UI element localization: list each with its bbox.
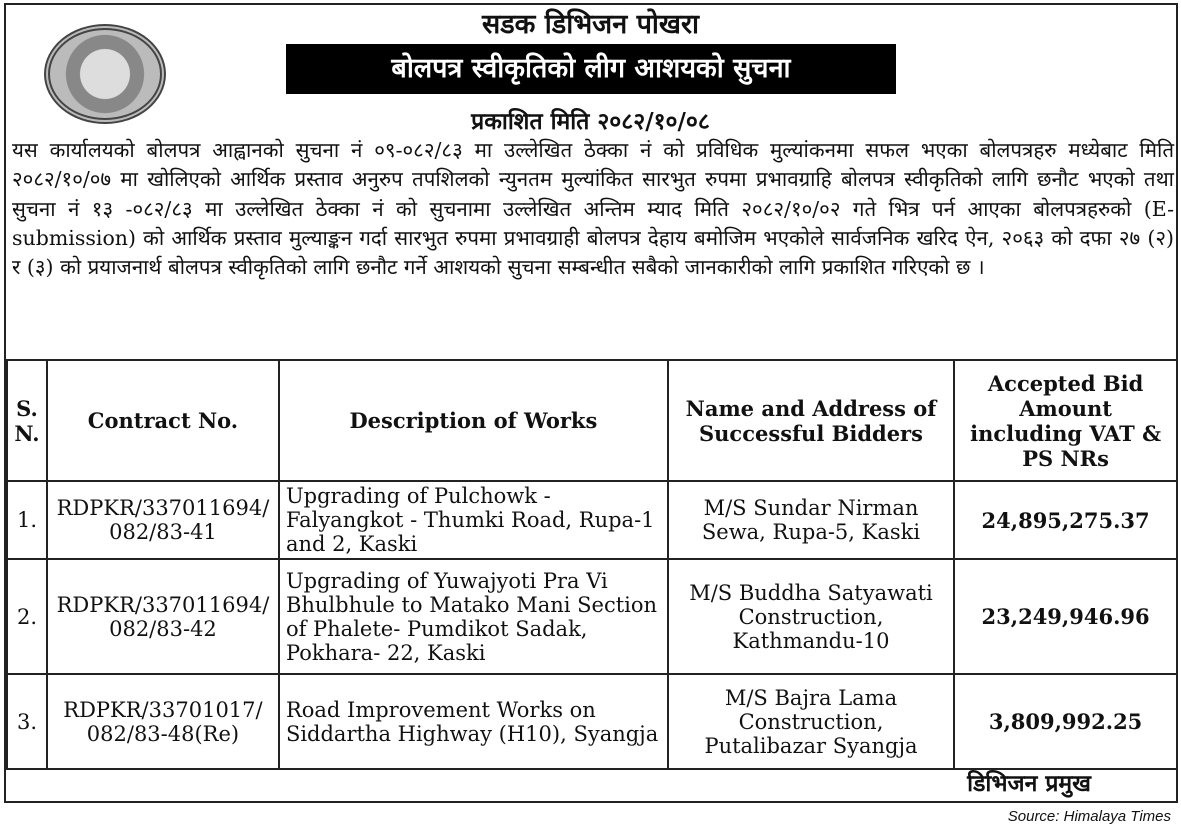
header-amount: Accepted Bid Amount including VAT & PS NRs [954,360,1177,481]
table-row [7,559,1177,674]
description: Upgrading of Pulchowk - Falyangkot - Thumki Road, Rupa-1 and 2, Kaski [279,481,668,559]
table-row [7,481,1177,559]
sn: 3. [7,674,47,769]
description: Road Improvement Works on Siddartha Highway (H10), Syangja [279,674,668,769]
bid-table [6,359,1178,770]
header-description: Description of Works [279,360,668,481]
bidder: M/S Bajra Lama Construction, Putalibazar Syangja [668,674,954,769]
header-bidder: Name and Address of Successful Bidders [668,360,954,481]
amount: 3,809,992.25 [954,674,1177,769]
amount: 23,249,946.96 [954,559,1177,674]
notice-body: यस कार्यालयको बोलपत्र आह्वानको सुचना नं ०९-०८२/८३ मा उल्लेखित ठेक्का नं को प्रविधिक मुल्यांकनमा सफल भएका बोलपत्रहरु मध्येबाट मिति २०८२/१०/०७ मा खोलिएको आर्थिक प्रस्ताव अनुरुप तपशिलको न्युनतम मुल्यांकित सारभुत रुपमा प्रभावग्राहि बोलपत्र स्वीकृतिको लागि छनौट भएको तथा सुचना नं १३ -०८२/८३ मा उल्लेखित ठेक्का नं को सुचनामा उल्लेखित अन्तिम म्याद मिति २०८२/१०/०२ गते भित्र पर्न आएका बोलपत्रहरुको (E-submission) को आर्थिक प्रस्ताव मुल्याङ्कन गर्दा सारभुत रुपमा प्रभावग्राही बोलपत्र देहाय बमोजिम भएकोले सार्वजनिक खरिद ऐन, २०६३ को दफा २७ (२) र (३) को प्रयाजनार्थ बोलपत्र स्वीकृतिको लागि छनौट गर्ने आशयको सुचना सम्बन्धीत सबैको जानकारीको लागि प्रकाशित गरिएको छ । [12,138,1174,280]
table-header-row [7,360,1177,481]
table-row [7,674,1177,769]
sn: 2. [7,559,47,674]
signatory: डिभिजन प्रमुख [967,770,1091,797]
header-contract: Contract No. [47,360,279,481]
contract-no: RDPKR/33701017/ 082/83-48(Re) [47,674,279,769]
sn: 1. [7,481,47,559]
office-name: सडक डिभिजन पोखरा [481,9,700,40]
contract-no: RDPKR/337011694/ 082/83-42 [47,559,279,674]
source-credit: Source: Himalaya Times [1007,808,1171,825]
amount: 24,895,275.37 [954,481,1177,559]
header-sn: S. N. [7,360,47,481]
notice-title: बोलपत्र स्वीकृतिको लीग आशयको सुचना [286,44,896,94]
bidder: M/S Buddha Satyawati Construction, Kathmandu-10 [668,559,954,674]
bidder: M/S Sundar Nirman Sewa, Rupa-5, Kaski [668,481,954,559]
contract-no: RDPKR/337011694/ 082/83-41 [47,481,279,559]
published-date: प्रकाशित मिति २०८२/१०/०८ [471,108,710,135]
description: Upgrading of Yuwajyoti Pra Vi Bhulbhule to Matako Mani Section of Phalete- Pumdikot Sadak, Pokhara- 22, Kaski [279,559,668,674]
